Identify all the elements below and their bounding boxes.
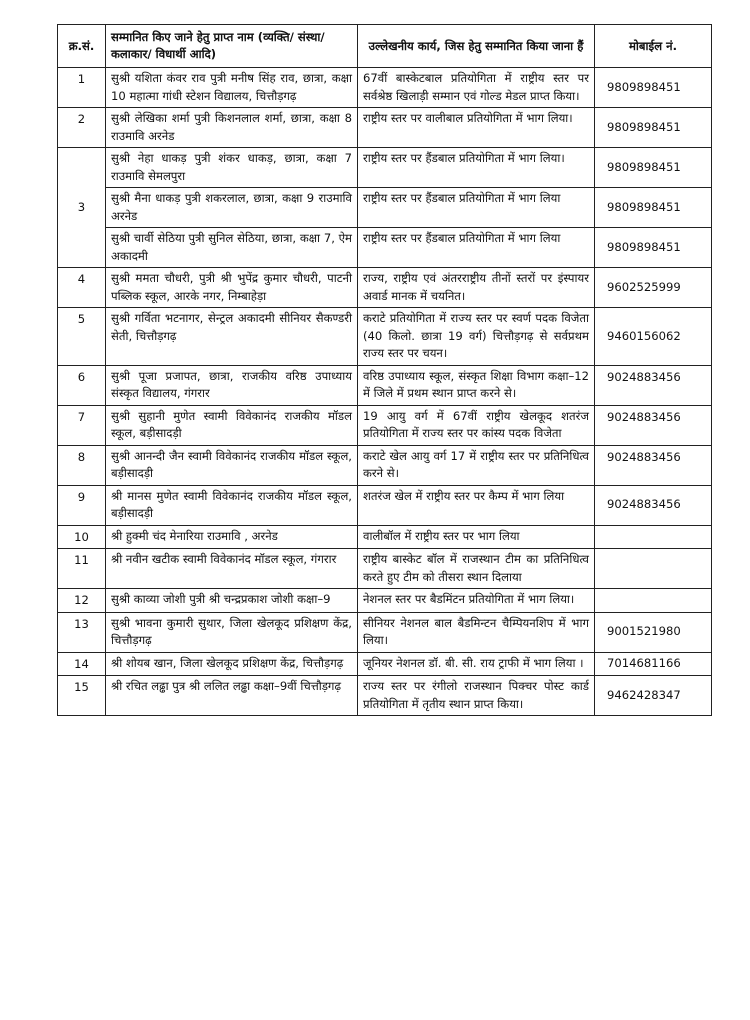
- serial-number: 6: [58, 365, 106, 405]
- table-row: [58, 445, 712, 485]
- table-row: [58, 652, 712, 676]
- serial-number: 11: [58, 549, 106, 589]
- serial-number: 2: [58, 108, 106, 148]
- serial-number: 5: [58, 308, 106, 366]
- honoree-name: सुश्री गर्विता भटनागर, सेन्ट्रल अकादमी सीनियर सैकण्डरी सेती, चित्तौड़गढ़: [106, 308, 358, 366]
- table-row: [58, 148, 712, 188]
- honoree-name: श्री मानस मुणेत स्वामी विवेकानंद राजकीय मॉडल स्कूल, बड़ीसादड़ी: [106, 485, 358, 525]
- honoree-name: सुश्री काव्या जोशी पुत्री श्री चन्द्रप्रकाश जोशी कक्षा–9: [106, 589, 358, 613]
- serial-number: 3: [58, 148, 106, 268]
- table-row: [58, 612, 712, 652]
- header-name: सम्मानित किए जाने हेतु प्राप्त नाम (व्यक्ति/ संस्था/ कलाकार/ विधार्थी आदि): [106, 25, 358, 68]
- honoree-name: सुश्री भावना कुमारी सुथार, जिला खेलकूद प्रशिक्षण केंद्र, चित्तौड़गढ़: [106, 612, 358, 652]
- serial-number: 15: [58, 676, 106, 716]
- honoree-name: श्री शोयब खान, जिला खेलकूद प्रशिक्षण केंद्र, चित्तौड़गढ़: [106, 652, 358, 676]
- mobile-number: 7014681166: [595, 652, 712, 676]
- mobile-number: [595, 549, 712, 589]
- honoree-name: सुश्री चार्वी सेठिया पुत्री सुनिल सेठिया, छात्रा, कक्षा 7, ऐम अकादमी: [106, 228, 358, 268]
- table-header-row: [58, 25, 712, 68]
- table-row: [58, 188, 712, 228]
- header-serial-number: क्र.सं.: [58, 25, 106, 68]
- table-row: [58, 108, 712, 148]
- achievement: कराटे खेल आयु वर्ग 17 में राष्ट्रीय स्तर पर प्रतिनिधित्व करने से।: [358, 445, 595, 485]
- honoree-name: सुश्री आनन्दी जैन स्वामी विवेकानंद राजकीय मॉडल स्कूल, बड़ीसादड़ी: [106, 445, 358, 485]
- honoree-name: श्री हुक्मी चंद मेनारिया राउमावि , अरनेड: [106, 525, 358, 549]
- achievement: राज्य, राष्ट्रीय एवं अंतरराष्ट्रीय तीनों स्तरों पर इंस्पायर अवार्ड मानक में चयनित।: [358, 268, 595, 308]
- mobile-number: 9001521980: [595, 612, 712, 652]
- table-row: [58, 68, 712, 108]
- achievement: नेशनल स्तर पर बैडमिंटन प्रतियोगिता में भाग लिया।: [358, 589, 595, 613]
- serial-number: 14: [58, 652, 106, 676]
- honoree-name: सुश्री यशिता कंवर राव पुत्री मनीष सिंह राव, छात्रा, कक्षा 10 महात्मा गांधी स्टेशन विद्यालय, चित्तौड़गढ़: [106, 68, 358, 108]
- table-row: [58, 228, 712, 268]
- header-work: उल्लेखनीय कार्य, जिस हेतु सम्मानित किया जाना हैं: [358, 25, 595, 68]
- honoree-table: [57, 24, 712, 716]
- table-row: [58, 589, 712, 613]
- achievement: कराटे प्रतियोगिता में राज्य स्तर पर स्वर्ण पदक विजेता (40 किलो. छात्रा 19 वर्ग) चित्तौड़गढ़ से सर्वप्रथम राज्य स्तर पर चयन।: [358, 308, 595, 366]
- document-page: [57, 24, 711, 716]
- table-row: [58, 365, 712, 405]
- table-row: [58, 308, 712, 366]
- mobile-number: 9809898451: [595, 68, 712, 108]
- mobile-number: [595, 525, 712, 549]
- table-row: [58, 549, 712, 589]
- table-row: [58, 525, 712, 549]
- mobile-number: 9809898451: [595, 148, 712, 188]
- mobile-number: 9809898451: [595, 108, 712, 148]
- achievement: राष्ट्रीय स्तर पर हैंडबाल प्रतियोगिता में भाग लिया।: [358, 148, 595, 188]
- achievement: 67वीं बास्केटबाल प्रतियोगिता में राष्ट्रीय स्तर पर सर्वश्रेष्ठ खिलाड़ी सम्मान एवं गोल्ड मेडल प्राप्त किया।: [358, 68, 595, 108]
- honoree-name: सुश्री मैना धाकड़ पुत्री शकरलाल, छात्रा, कक्षा 9 राउमावि अरनेड: [106, 188, 358, 228]
- serial-number: 9: [58, 485, 106, 525]
- mobile-number: 9024883456: [595, 405, 712, 445]
- honoree-name: सुश्री ममता चौधरी, पुत्री श्री भुपेंद्र कुमार चौधरी, पाटनी पब्लिक स्कूल, आरके नगर, निम्बाहेड़ा: [106, 268, 358, 308]
- achievement: वरिष्ठ उपाध्याय स्कूल, संस्कृत शिक्षा विभाग कक्षा–12 में जिले में प्रथम स्थान प्राप्त करने से।: [358, 365, 595, 405]
- achievement: राज्य स्तर पर रंगीलो राजस्थान पिक्चर पोस्ट कार्ड प्रतियोगिता में तृतीय स्थान प्राप्त किया।: [358, 676, 595, 716]
- achievement: शतरंज खेल में राष्ट्रीय स्तर पर कैम्प में भाग लिया: [358, 485, 595, 525]
- achievement: जूनियर नेशनल डॉ. बी. सी. राय ट्राफी में भाग लिया ।: [358, 652, 595, 676]
- honoree-name: सुश्री सुहानी मुणेत स्वामी विवेकानंद राजकीय मॉडल स्कूल, बड़ीसादड़ी: [106, 405, 358, 445]
- serial-number: 13: [58, 612, 106, 652]
- achievement: सीनियर नेशनल बाल बैडमिन्टन चैम्पियनशिप में भाग लिया।: [358, 612, 595, 652]
- mobile-number: 9024883456: [595, 365, 712, 405]
- mobile-number: 9460156062: [595, 308, 712, 366]
- honoree-name: सुश्री नेहा धाकड़ पुत्री शंकर धाकड़, छात्रा, कक्षा 7 राउमावि सेमलपुरा: [106, 148, 358, 188]
- honoree-name: सुश्री लेखिका शर्मा पुत्री किशनलाल शर्मा, छात्रा, कक्षा 8 राउमावि अरनेड: [106, 108, 358, 148]
- mobile-number: 9809898451: [595, 188, 712, 228]
- achievement: 19 आयु वर्ग में 67वीं राष्ट्रीय खेलकूद शतरंज प्रतियोगिता में राज्य स्तर पर कांस्य पदक विजेता: [358, 405, 595, 445]
- serial-number: 8: [58, 445, 106, 485]
- header-mobile: मोबाईल नं.: [595, 25, 712, 68]
- mobile-number: 9024883456: [595, 485, 712, 525]
- honoree-name: श्री रचित लढ्ढा पुत्र श्री ललित लढ्ढा कक्षा–9वीं चित्तौड़गढ़: [106, 676, 358, 716]
- table-row: [58, 268, 712, 308]
- achievement: राष्ट्रीय बास्केट बॉल में राजस्थान टीम का प्रतिनिधित्व करते हुए टीम को तीसरा स्थान दिलाया: [358, 549, 595, 589]
- mobile-number: [595, 589, 712, 613]
- serial-number: 12: [58, 589, 106, 613]
- serial-number: 10: [58, 525, 106, 549]
- serial-number: 7: [58, 405, 106, 445]
- serial-number: 1: [58, 68, 106, 108]
- achievement: राष्ट्रीय स्तर पर वालीबाल प्रतियोगिता में भाग लिया।: [358, 108, 595, 148]
- mobile-number: 9809898451: [595, 228, 712, 268]
- achievement: वालीबॉल में राष्ट्रीय स्तर पर भाग लिया: [358, 525, 595, 549]
- honoree-name: सुश्री पूजा प्रजापत, छात्रा, राजकीय वरिष्ठ उपाध्याय संस्कृत विद्यालय, गंगरार: [106, 365, 358, 405]
- honoree-name: श्री नवीन खटीक स्वामी विवेकानंद मॉडल स्कूल, गंगरार: [106, 549, 358, 589]
- achievement: राष्ट्रीय स्तर पर हैंडबाल प्रतियोगिता में भाग लिया: [358, 188, 595, 228]
- mobile-number: 9462428347: [595, 676, 712, 716]
- table-row: [58, 485, 712, 525]
- achievement: राष्ट्रीय स्तर पर हैंडबाल प्रतियोगिता में भाग लिया: [358, 228, 595, 268]
- serial-number: 4: [58, 268, 106, 308]
- mobile-number: 9024883456: [595, 445, 712, 485]
- table-row: [58, 676, 712, 716]
- mobile-number: 9602525999: [595, 268, 712, 308]
- table-row: [58, 405, 712, 445]
